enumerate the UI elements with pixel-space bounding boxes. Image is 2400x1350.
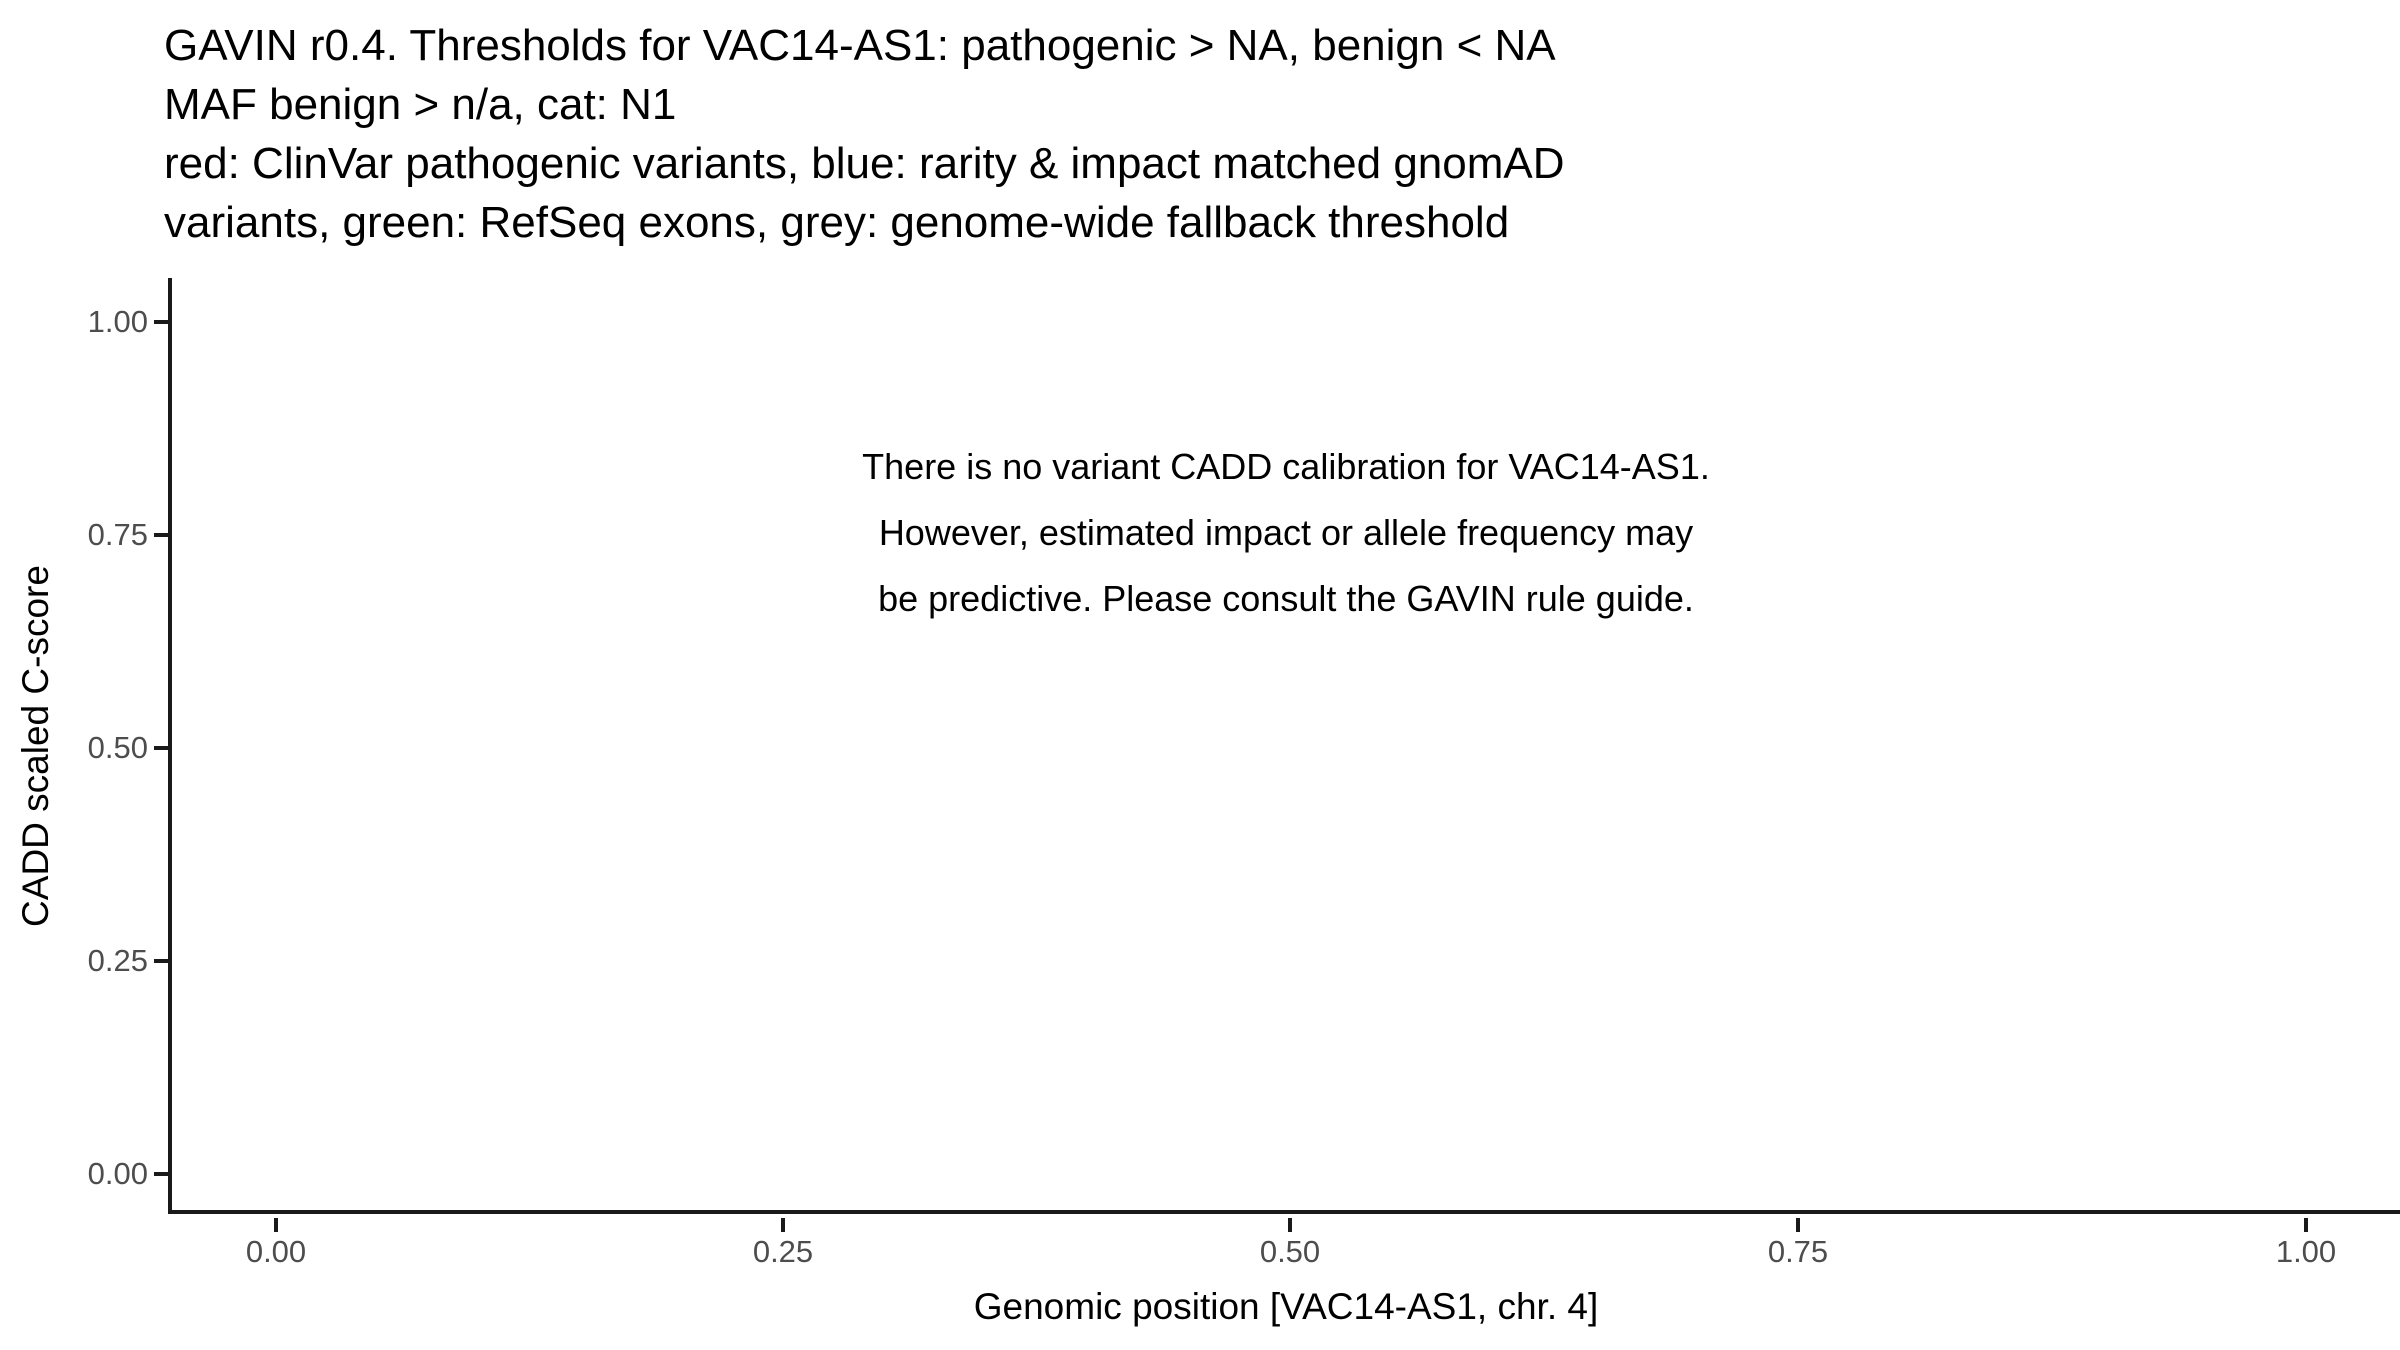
x-axis-title: Genomic position [VAC14-AS1, chr. 4]	[973, 1286, 1599, 1327]
y-axis-tick-0.50	[154, 746, 168, 750]
x-axis-tick-1.00	[2304, 1218, 2308, 1232]
plot-annotation	[172, 434, 2400, 632]
y-axis-tick-label: 1.00	[87, 304, 148, 339]
plot-title-line-3: red: ClinVar pathogenic variants, blue: rarity & impact matched gnomAD	[164, 139, 1565, 188]
x-axis-tick-label: 0.00	[245, 1234, 307, 1269]
y-axis-tick-1.00	[154, 320, 168, 324]
y-axis-tick-0.25	[154, 959, 168, 963]
x-axis-tick-label: 1.00	[2275, 1234, 2337, 1269]
y-axis-tick-label: 0.00	[87, 1156, 148, 1191]
x-axis-tick-label: 0.25	[752, 1234, 814, 1269]
plot-title-line-2: MAF benign > n/a, cat: N1	[164, 80, 677, 129]
x-axis-tick-label: 0.50	[1259, 1234, 1321, 1269]
y-axis-tick-0.75	[154, 533, 168, 537]
plot-title-line-1: GAVIN r0.4. Thresholds for VAC14-AS1: pathogenic > NA, benign < NA	[164, 21, 1556, 70]
plot-title-line-4: variants, green: RefSeq exons, grey: genome-wide fallback threshold	[164, 198, 1510, 247]
annotation-line-2: However, estimated impact or allele frequency may	[878, 512, 1694, 553]
plot-panel	[168, 278, 2400, 1214]
annotation-line-3: be predictive. Please consult the GAVIN rule guide.	[878, 578, 1694, 619]
y-axis-title: CADD scaled C-score	[15, 565, 56, 927]
annotation-line-1: There is no variant CADD calibration for VAC14-AS1.	[862, 446, 1710, 487]
y-axis-tick-0.00	[154, 1172, 168, 1176]
y-axis-tick-label: 0.75	[87, 517, 148, 552]
x-axis-tick-0.75	[1796, 1218, 1800, 1232]
x-axis-tick-label: 0.75	[1767, 1234, 1829, 1269]
y-axis-tick-label: 0.25	[87, 943, 148, 978]
y-axis-tick-label: 0.50	[87, 730, 148, 765]
x-axis-tick-0.25	[781, 1218, 785, 1232]
x-axis-tick-0.00	[274, 1218, 278, 1232]
plot-title	[164, 16, 1565, 252]
x-axis-tick-0.50	[1288, 1218, 1292, 1232]
